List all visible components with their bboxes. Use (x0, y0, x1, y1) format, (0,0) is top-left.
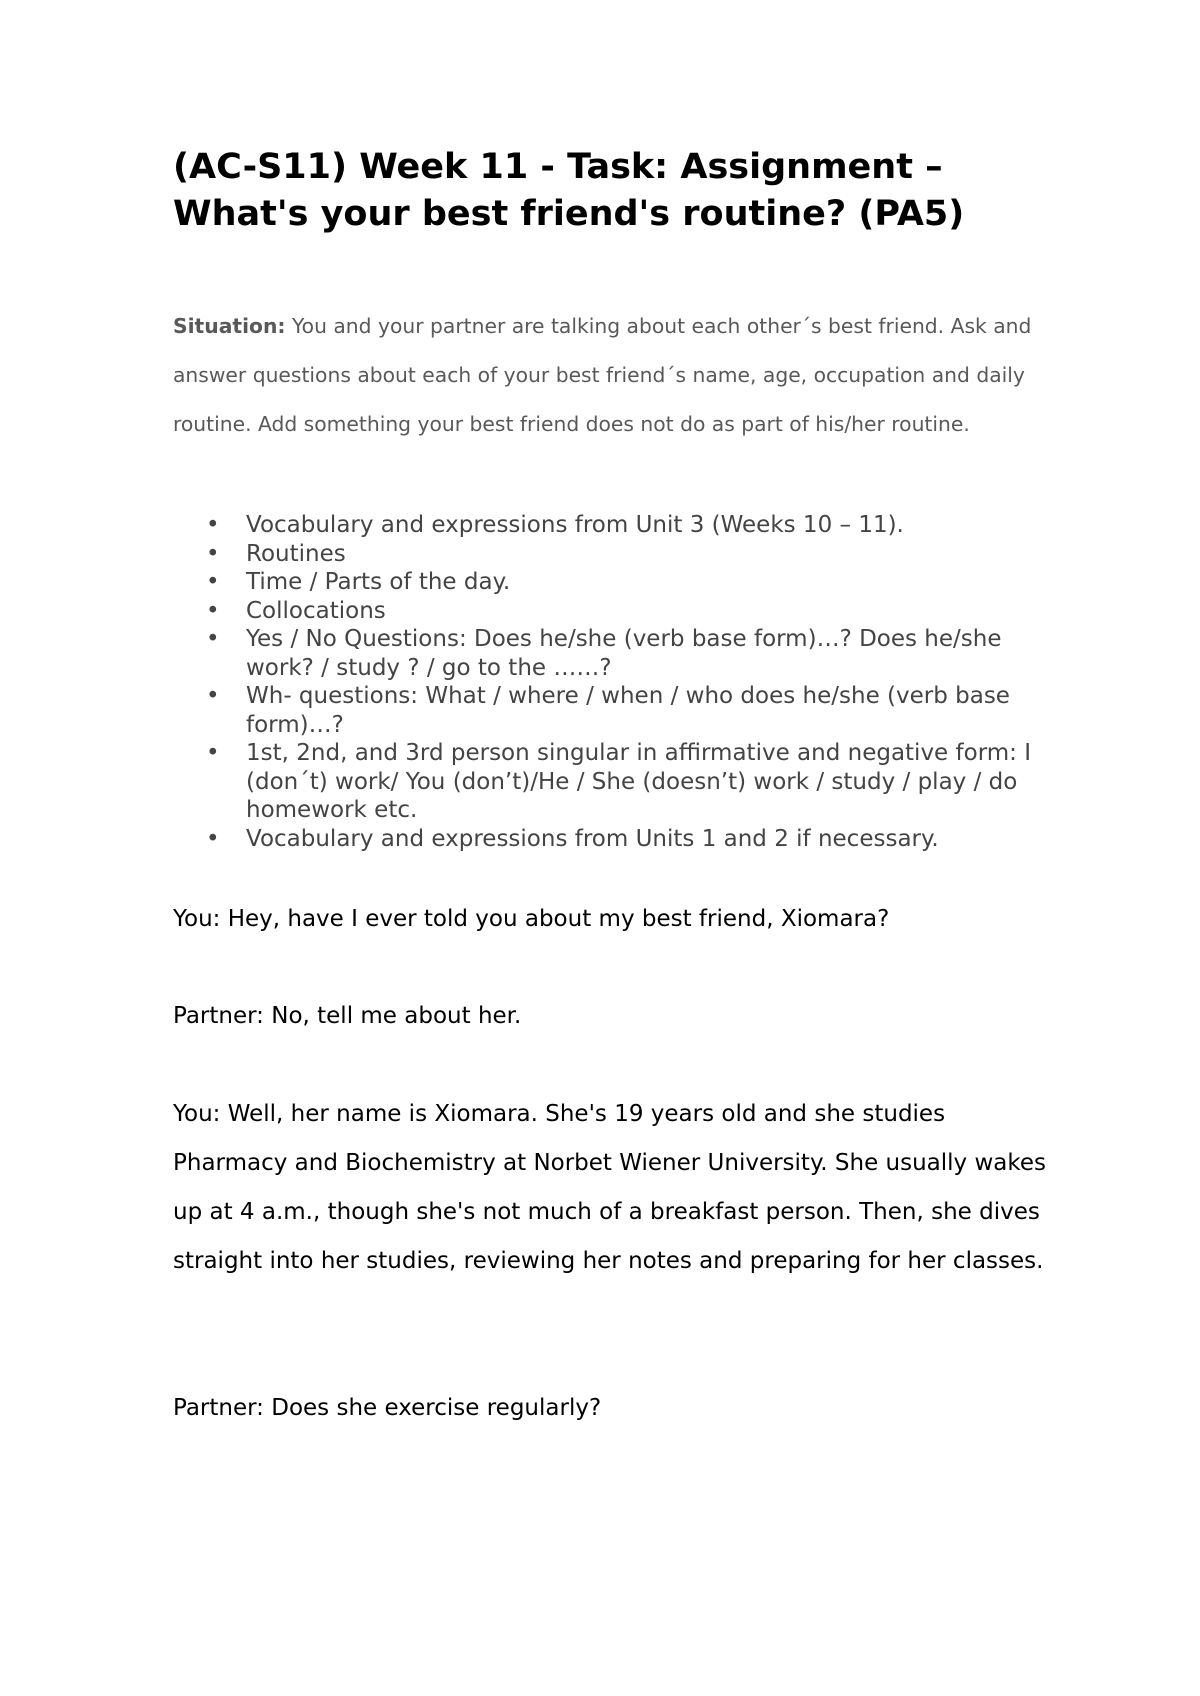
list-item (173, 682, 1033, 739)
bullet-icon: • (206, 569, 220, 595)
dialogue-line: You: Well, her name is Xiomara. She's 19 years old and she studies Pharmacy and Biochemistry at Norbet Wiener University. She usually wakes up at 4 a.m., though she's not much of a breakfast person. Then, she dives straight into her studies, reviewing her notes and preparing for her classes. (173, 1101, 1047, 1274)
bullet-icon: • (206, 626, 220, 652)
bullet-icon: • (206, 740, 220, 766)
list-item (173, 511, 1033, 540)
bullet-icon: • (206, 597, 220, 624)
list-item (173, 597, 1033, 626)
situation-text: You and your partner are talking about each other´s best friend. Ask and answer questions about each of your best friend´s name, age, occupation and daily routine. Add something your best friend does not do as part of his/her routine. (173, 314, 1032, 436)
bullet-icon: • (206, 512, 220, 538)
list-item-text: Time / Parts of the day. (246, 569, 511, 595)
situation-label: Situation: (173, 314, 286, 338)
list-item (173, 540, 1033, 569)
list-item-text: Collocations (246, 597, 386, 624)
bullet-icon: • (206, 825, 220, 852)
list-item-text: 1st, 2nd, and 3rd person singular in affirmative and negative form: I (don´t) work/ You (don’t)/He / She (doesn’t) work / study / play / do homework etc. (246, 740, 1031, 823)
dialogue-line: Partner: Does she exercise regularly? (173, 1395, 602, 1421)
list-item-text: Yes / No Questions: Does he/she (verb base form)…? Does he/she work? / study ? / go to the ……? (246, 626, 1002, 681)
list-item-text: Wh- questions: What / where / when / who does he/she (verb base form)…? (246, 683, 1010, 738)
bullet-icon: • (206, 540, 220, 567)
list-item (173, 739, 1033, 825)
list-item (173, 568, 1033, 597)
dialogue-line: You: Hey, have I ever told you about my best friend, Xiomara? (173, 906, 890, 932)
list-item (173, 825, 1033, 854)
list-item (173, 625, 1033, 682)
document-title: (AC-S11) Week 11 - Task: Assignment – What's your best friend's routine? (PA5) (173, 147, 965, 234)
list-item-text: Vocabulary and expressions from Unit 3 (Weeks 10 – 11). (246, 512, 904, 538)
list-item-text: Vocabulary and expressions from Units 1 and 2 if necessary. (246, 825, 939, 852)
situation-paragraph (173, 302, 1053, 449)
bullet-icon: • (206, 683, 220, 709)
topics-list (173, 511, 1033, 853)
list-item-text: Routines (246, 540, 346, 567)
dialogue-line: Partner: No, tell me about her. (173, 1003, 522, 1029)
